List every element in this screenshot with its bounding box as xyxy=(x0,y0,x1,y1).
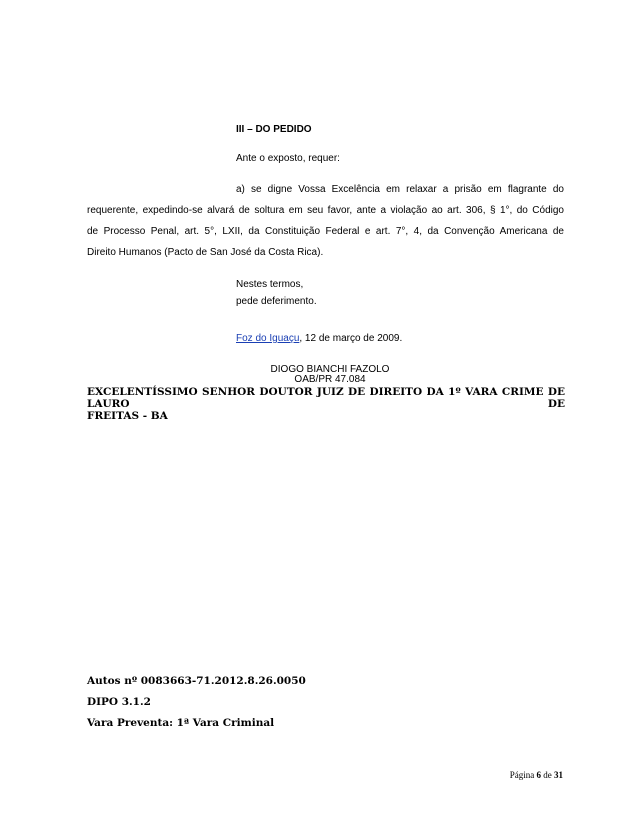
closing-line-1: Nestes termos, xyxy=(236,279,304,290)
request-a-line-2: requerente, expedindo-se alvará de soltura em seu favor, ante a violação ao art. 306, § 1°, do Código xyxy=(87,205,564,216)
request-a-line-1: a) se digne Vossa Excelência em relaxar a prisão em flagrante do xyxy=(236,184,564,195)
signature-oab: OAB/PR 47.084 xyxy=(294,374,366,385)
request-a-line-4: Direito Humanos (Pacto de San José da Costa Rica). xyxy=(87,247,324,258)
current-page: 6 xyxy=(536,770,541,780)
case-number: Autos nº 0083663-71.2012.8.26.0050 xyxy=(87,675,306,687)
request-a-line-3: de Processo Penal, art. 5°, LXII, da Constituição Federal e art. 7°, 4, da Convenção Americana de xyxy=(87,226,564,237)
page-footer xyxy=(510,770,563,780)
closing-line-2: pede deferimento. xyxy=(236,296,317,307)
request-intro: Ante o exposto, requer: xyxy=(236,153,340,164)
address-heading-line-1: EXCELENTÍSSIMO SENHOR DOUTOR JUIZ DE DIREITO DA 1º VARA CRIME DE LAURO DE xyxy=(87,386,565,410)
section-title: III – DO PEDIDO xyxy=(236,124,312,135)
address-heading-line-2: FREITAS - BA xyxy=(87,410,168,422)
vara-preventa: Vara Preventa: 1ª Vara Criminal xyxy=(87,717,275,729)
page-label: Página xyxy=(509,770,535,780)
place-date xyxy=(236,333,402,344)
dipo-code: DIPO 3.1.2 xyxy=(87,696,151,708)
total-pages: 31 xyxy=(554,770,563,780)
date-text: , 12 de março de 2009. xyxy=(299,333,403,344)
place-link[interactable]: Foz do Iguaçu xyxy=(236,333,300,344)
signature-name: DIOGO BIANCHI FAZOLO xyxy=(270,364,390,375)
page-of: de xyxy=(543,770,552,780)
